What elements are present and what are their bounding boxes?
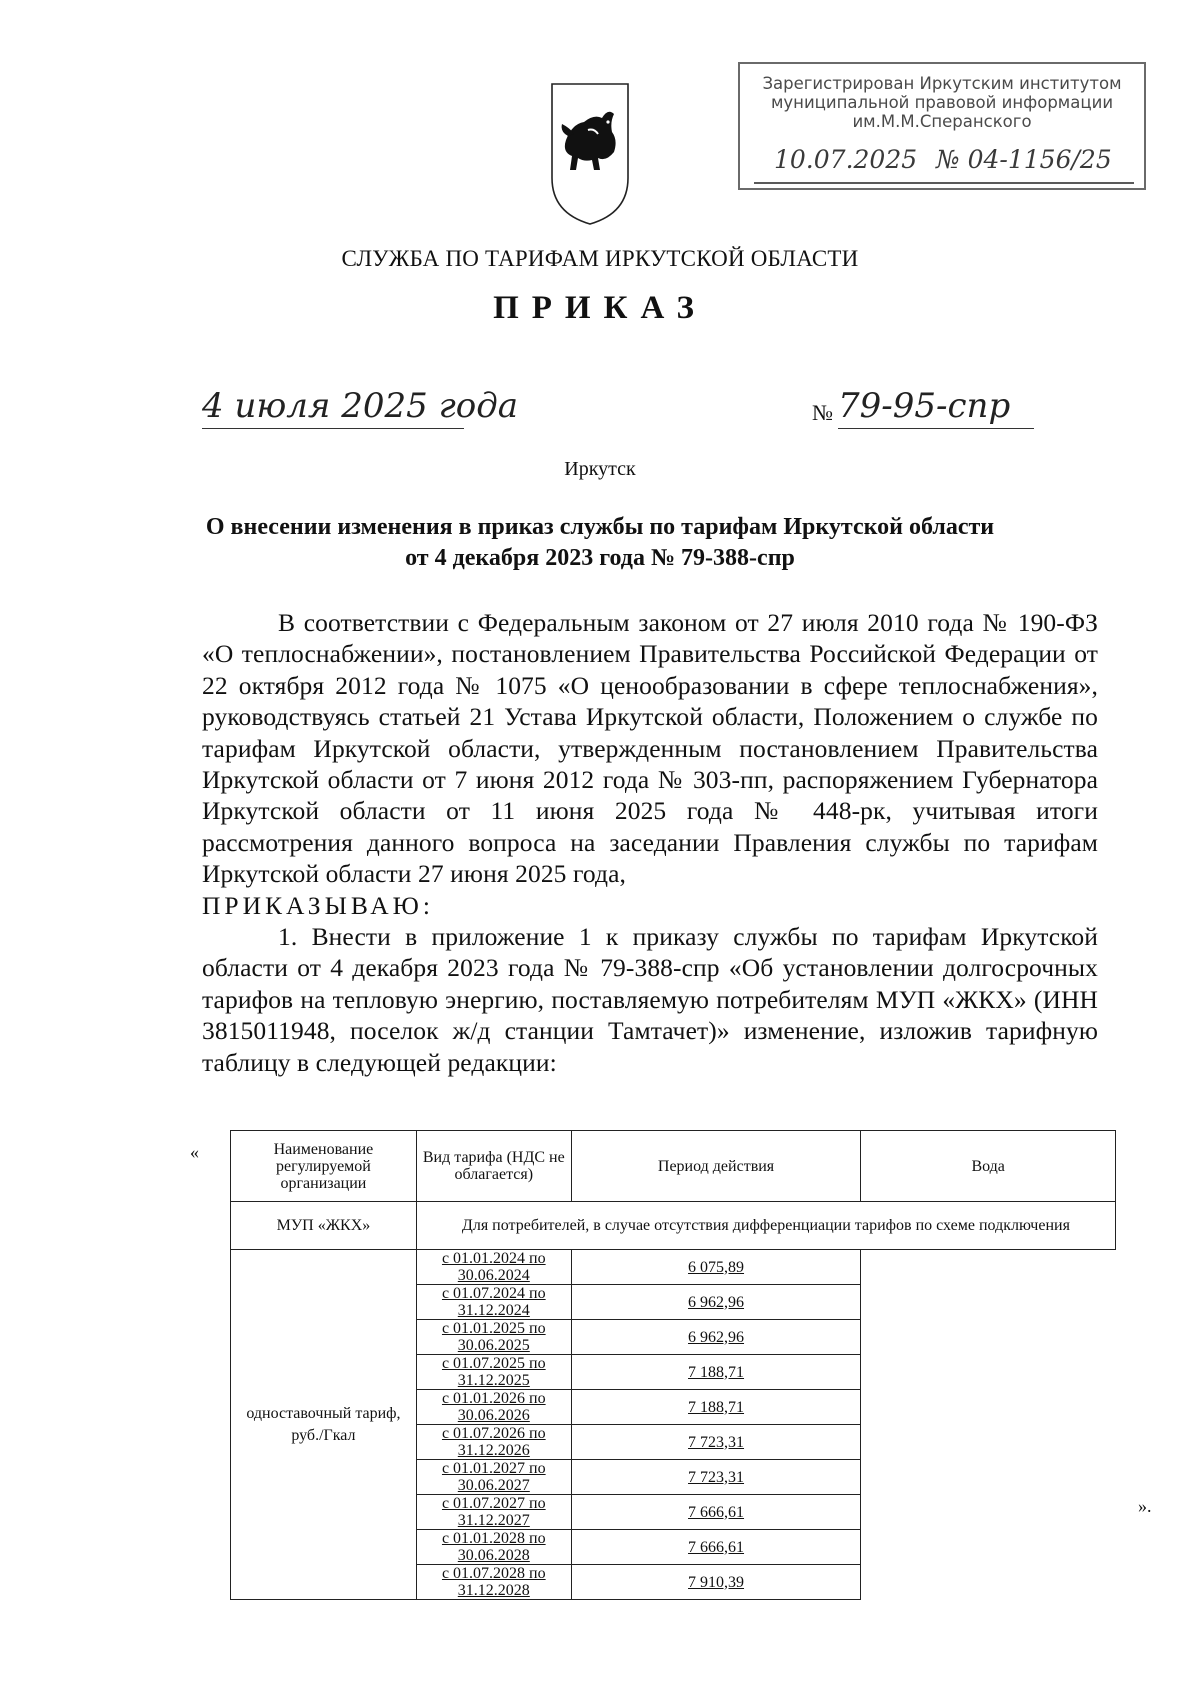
table-quote-close: ».: [1138, 1496, 1152, 1516]
city: Иркутск: [564, 458, 636, 480]
number-label: №: [812, 400, 833, 425]
tariff-rows: [231, 1250, 1116, 1600]
period-cell: с 01.01.2028 по 30.06.2028: [416, 1530, 571, 1565]
stamp-line-3: им.М.М.Сперанского: [852, 112, 1032, 131]
header-period: Период действия: [571, 1131, 861, 1202]
header-water: Вода: [861, 1131, 1116, 1202]
period-cell: с 01.07.2025 по 31.12.2025: [416, 1355, 571, 1390]
consumer-note-cell: Для потребителей, в случае отсутствия дифференциации тарифов по схеме подключения: [416, 1202, 1115, 1250]
org-name: МУП «ЖКХ»: [276, 1217, 371, 1234]
organization-name: СЛУЖБА ПО ТАРИФАМ ИРКУТСКОЙ ОБЛАСТИ: [341, 246, 859, 271]
period-cell: с 01.01.2026 по 30.06.2026: [416, 1390, 571, 1425]
registration-stamp: [738, 62, 1146, 190]
order-word: ПРИКАЗЫВАЮ:: [202, 890, 434, 920]
table-row: [231, 1250, 1116, 1285]
water-value-cell: 7 666,61: [571, 1495, 861, 1530]
coat-of-arms-icon: [548, 78, 632, 228]
period-cell: с 01.01.2025 по 30.06.2025: [416, 1320, 571, 1355]
period-cell: с 01.01.2027 по 30.06.2027: [416, 1460, 571, 1495]
water-value-cell: 7 723,31: [571, 1460, 861, 1495]
period-cell: с 01.07.2024 по 31.12.2024: [416, 1285, 571, 1320]
handwritten-number: 79-95-спр: [838, 384, 1034, 429]
period-cell: с 01.07.2028 по 31.12.2028: [416, 1565, 571, 1600]
document-subject: [150, 512, 1050, 574]
header-tariff-type: Вид тарифа (НДС не облагается): [416, 1131, 571, 1202]
org-name-cell: [231, 1202, 417, 1250]
water-value-cell: 7 910,39: [571, 1565, 861, 1600]
water-value-cell: 7 666,61: [571, 1530, 861, 1565]
document-body: [202, 607, 1098, 1078]
stamp-line-1: Зарегистрирован Иркутским институтом: [762, 74, 1122, 93]
period-cell: с 01.01.2024 по 30.06.2024: [416, 1250, 571, 1285]
consumer-note-row: [231, 1202, 1116, 1250]
header-org: Наименование регулируемой организации: [231, 1131, 417, 1202]
subject-line-2: от 4 декабря 2023 года № 79-388-спр: [405, 545, 795, 571]
stamp-registration-line: [754, 145, 1134, 184]
period-cell: с 01.07.2027 по 31.12.2027: [416, 1495, 571, 1530]
period-cell: с 01.07.2026 по 31.12.2026: [416, 1425, 571, 1460]
tariff-type-cell: одноставочный тариф, руб./Гкал: [231, 1250, 417, 1600]
stamp-reg-number: № 04-1156/25: [936, 145, 1112, 174]
table-header-row: [231, 1131, 1116, 1202]
subject-line-1: О внесении изменения в приказ службы по тарифам Иркутской области: [205, 514, 995, 540]
handwritten-date: 4 июля 2025 года: [202, 384, 464, 429]
water-value-cell: 7 188,71: [571, 1355, 861, 1390]
water-value-cell: 6 962,96: [571, 1320, 861, 1355]
water-value-cell: 6 075,89: [571, 1250, 861, 1285]
water-value-cell: 7 723,31: [571, 1425, 861, 1460]
stamp-line-2: муниципальной правовой информации: [770, 93, 1114, 112]
preamble-paragraph: В соответствии с Федеральным законом от 27 июля 2010 года № 190-ФЗ «О теплоснабжении», постановлением Правительства Российской Федерации от 22 октября 2012 года № 1075 «О ценообразовании в сфере теплоснабжения», руководствуясь статьей 21 Устава Иркутской области, Положением о службе по тарифам Иркутской области, утвержденным постановлением Правительства Иркутской области от 7 июня 2012 года № 303-пп, распоряжением Губернатора Иркутской области от 11 июня 2025 года № 448-рк, учитывая итоги рассмотрения данного вопроса на заседании Правления службы по тарифам Иркутской области 27 июня 2025 года,: [202, 608, 1098, 889]
water-value-cell: 7 188,71: [571, 1390, 861, 1425]
document-type: ПРИКАЗ: [493, 290, 707, 326]
item-1-paragraph: 1. Внести в приложение 1 к приказу службы по тарифам Иркутской области от 4 декабря 2023 года № 79-388-спр «Об установлении долгосрочных тарифов на тепловую энергию, поставляемую потребителям МУП «ЖКХ» (ИНН 3815011948, поселок ж/д станции Тамтачет)» изменение, изложив тарифную таблицу в следующей редакции:: [202, 922, 1098, 1077]
stamp-reg-date: 10.07.2025: [774, 145, 918, 174]
tariff-table: [230, 1130, 1116, 1600]
water-value-cell: 6 962,96: [571, 1285, 861, 1320]
table-quote-open: «: [190, 1142, 199, 1162]
